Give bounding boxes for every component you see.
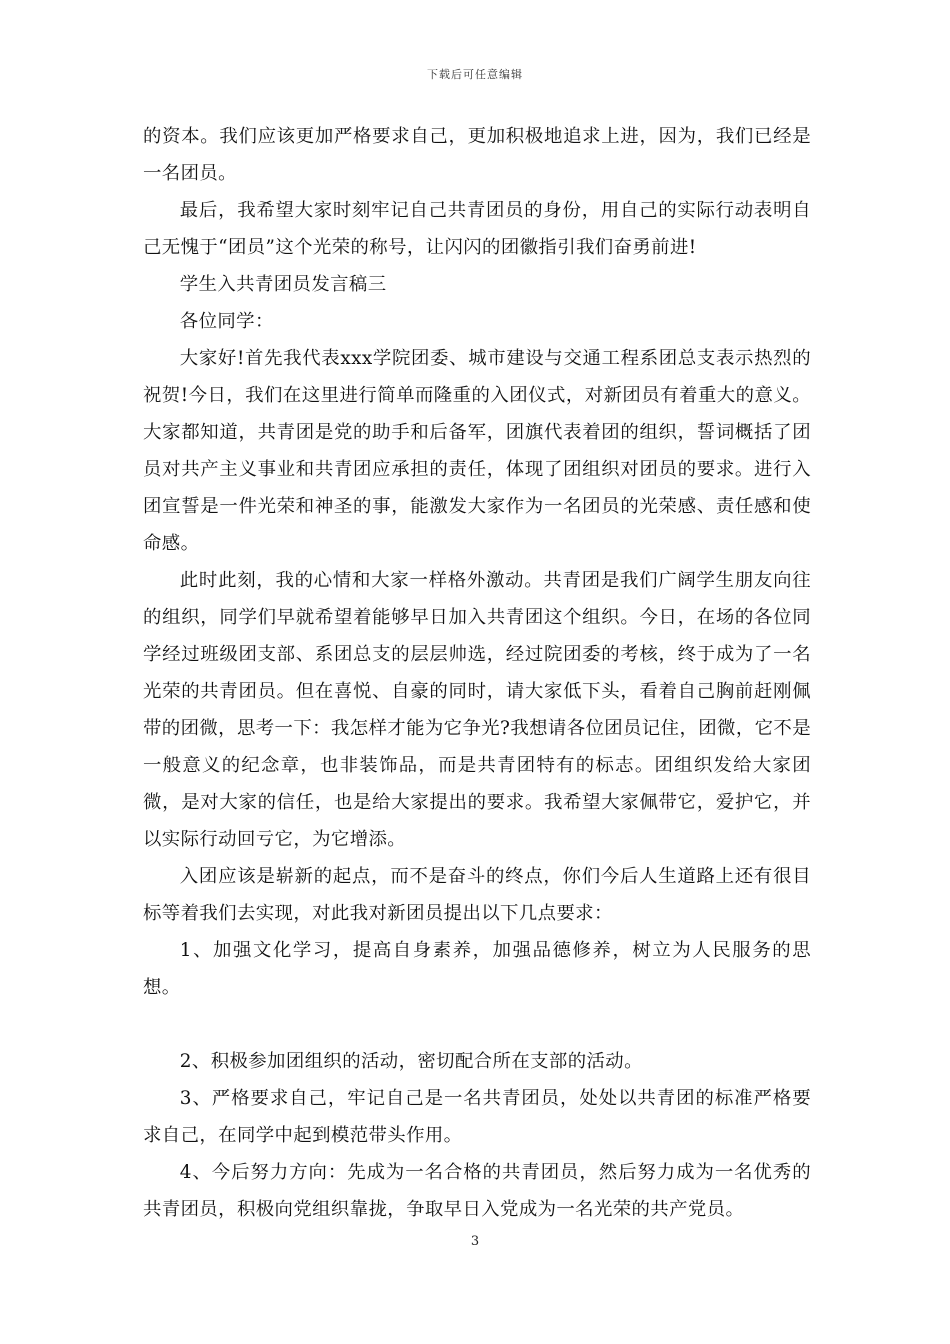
salutation: 各位同学：	[179, 311, 274, 332]
section-title: 学生入共青团员发言稿三	[179, 274, 387, 295]
requirement-item-2: 2、积极参加团组织的活动，密切配合所在支部的活动。	[179, 1051, 643, 1072]
header-note: 下载后可任意编辑	[427, 68, 523, 81]
paragraph-emotion: 此时此刻，我的心情和大家一样格外激动。共青团是我们广阔学生朋友向往的组织，同学们早就希望着能够早日加入共青团这个组织。今日，在场的各位同学经过班级团支部、系团总支的层层帅选，经过院团委的考核，终于成为了一名光荣的共青团员。但在喜悦、自豪的同时，请大家低下头，看着自己胸前赶刚佩带的团微，思考一下：我怎样才能为它争光?我想请各位团员记住，团微，它不是一般意义的纪念章，也非装饰品，而是共青团特有的标志。团组织发给大家团微，是对大家的信任，也是给大家提出的要求。我希望大家佩带它，爱护它，并以实际行动回亏它，为它增添。	[143, 570, 811, 850]
blank-line	[143, 1006, 811, 1043]
paragraph-closing: 最后，我希望大家时刻牢记自己共青团员的身份，用自己的实际行动表明自己无愧于“团员”这个光荣的称号，让闪闪的团徽指引我们奋勇前进!	[143, 200, 811, 258]
paragraph-greeting: 大家好!首先我代表xxx学院团委、城市建设与交通工程系团总支表示热烈的祝贺!今日，我们在这里进行简单而隆重的入团仪式，对新团员有着重大的意义。大家都知道，共青团是党的助手和后备军，团旗代表着团的组织，誓词概括了团员对共产主义事业和共青团应承担的责任，体现了团组织对团员的要求。进行入团宣誓是一件光荣和神圣的事，能激发大家作为一名团员的光荣感、责任感和使命感。	[143, 348, 811, 554]
requirement-item-4: 4、今后努力方向：先成为一名合格的共青团员，然后努力成为一名优秀的共青团员，积极向党组织靠拢，争取早日入党成为一名光荣的共产党员。	[143, 1162, 811, 1220]
requirement-item-1: 1、加强文化学习，提高自身素养，加强品德修养，树立为人民服务的思想。	[143, 940, 811, 998]
paragraph-requirements-intro: 入团应该是崭新的起点，而不是奋斗的终点，你们今后人生道路上还有很目标等着我们去实现，对此我对新团员提出以下几点要求：	[143, 866, 811, 924]
body-text	[143, 118, 811, 1228]
paragraph-continuation: 的资本。我们应该更加严格要求自己，更加积极地追求上进，因为，我们已经是一名团员。	[143, 126, 811, 184]
requirement-item-3: 3、严格要求自己，牢记自己是一名共青团员，处处以共青团的标准严格要求自己，在同学中起到模范带头作用。	[143, 1088, 811, 1146]
page-number: 3	[470, 1234, 480, 1249]
